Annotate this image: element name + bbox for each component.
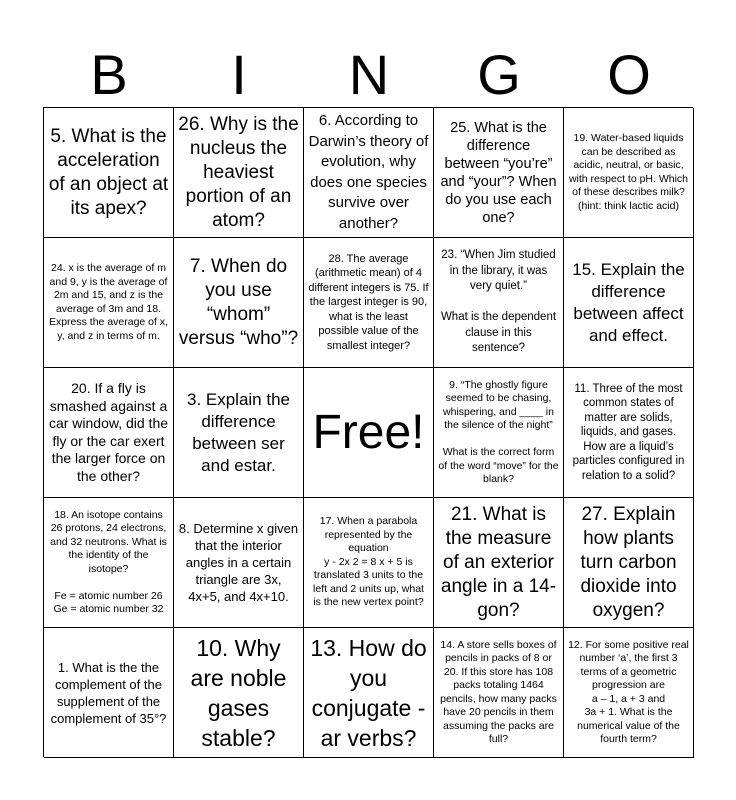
bingo-cell-r3c1[interactable] [44, 368, 174, 498]
bingo-cell-r2c2[interactable] [174, 238, 304, 368]
cell-text: 3. Explain the difference between ser and estar. [186, 389, 290, 475]
cell-text: 23. “When Jim studied in the library, it was very quiet.” What is the dependent clause in this sentence? [440, 249, 557, 355]
cell-text: 6. According to Darwin’s theory of evolution, why does one species survive over another? [308, 112, 429, 232]
bingo-cell-r1c3[interactable] [304, 108, 434, 238]
bingo-cell-r2c3[interactable] [304, 238, 434, 368]
cell-text: 19. Water-based liquids can be described as acidic, neutral, or basic, with respect to pH. Which of these describes milk? (hint: think lactic acid) [568, 132, 689, 212]
cell-text: 15. Explain the difference between affect and effect. [572, 259, 685, 345]
cell-text: 8. Determine x given that the interior angles in a certain triangle are 3x, 4x+5, and 4x+10. [178, 521, 299, 604]
cell-text: 14. A store sells boxes of pencils in packs of 8 or 20. If this store has 108 packs totaling 1464 pencils, how many packs have 20 pencils in them assuming the packs are full? [440, 638, 557, 745]
cell-text: 20. If a fly is smashed against a car window, did the fly or the car exert the larger force on the other? [48, 380, 169, 484]
bingo-cell-r5c5[interactable] [564, 628, 694, 758]
cell-text: 18. An isotope contains 26 protons, 24 electrons, and 32 neutrons. What is the identity of the isotope? Fe = atomic number 26 Ge = atomic number 32 [50, 508, 167, 615]
cell-text: 9. “The ghostly figure seemed to be chasing, whispering, and ____ in the silence of the night” What is the correct form of the word “move” for the blank? [438, 378, 559, 485]
bingo-cell-r5c1[interactable] [44, 628, 174, 758]
cell-text: 25. What is the difference between “you’re” and “your”? When do you use each one? [440, 119, 557, 226]
title-letter-b: B [90, 43, 128, 106]
bingo-cell-r4c2[interactable] [174, 498, 304, 628]
bingo-cell-r3c5[interactable] [564, 368, 694, 498]
title-letter-g: G [477, 43, 521, 106]
free-space: Free! [312, 405, 425, 459]
cell-text: 12. For some positive real number ‘a’, the first 3 terms of a geometric progression are a – 1, a + 3 and 3a + 1. What is the numerical value of the fourth term? [568, 638, 689, 745]
bingo-grid [43, 107, 693, 757]
bingo-cell-r4c1[interactable] [44, 498, 174, 628]
cell-text: 5. What is the acceleration of an object at its apex? [48, 125, 169, 219]
bingo-cell-r5c4[interactable] [434, 628, 564, 758]
cell-text: 1. What is the the complement of the supplement of the complement of 35°? [50, 659, 167, 726]
bingo-cell-r3c4[interactable] [434, 368, 564, 498]
cell-text: 10. Why are noble gases stable? [190, 634, 287, 751]
bingo-cell-r3c2[interactable] [174, 368, 304, 498]
cell-text: 17. When a parabola represented by the equation y - 2x 2 = 8 x + 5 is translated 3 units to the left and 2 units up, what is the new vertex point? [313, 515, 424, 609]
bingo-cell-r1c5[interactable] [564, 108, 694, 238]
cell-text: 7. When do you use “whom” versus “who”? [178, 255, 299, 349]
bingo-title [44, 40, 694, 110]
cell-text: 11. Three of the most common states of matter are solids, liquids, and gases. How are a liquid’s particles configured in relation to a solid? [572, 382, 685, 482]
bingo-cell-r5c2[interactable] [174, 628, 304, 758]
bingo-cell-r1c2[interactable] [174, 108, 304, 238]
cell-text: 26. Why is the nucleus the heaviest portion of an atom? [178, 113, 299, 231]
bingo-cell-r2c4[interactable] [434, 238, 564, 368]
title-letter-i: I [231, 43, 247, 106]
bingo-cell-r4c3[interactable] [304, 498, 434, 628]
bingo-cell-r4c5[interactable] [564, 498, 694, 628]
bingo-cell-r2c5[interactable] [564, 238, 694, 368]
bingo-cell-r1c1[interactable] [44, 108, 174, 238]
cell-text: 28. The average (arithmetic mean) of 4 different integers is 75. If the largest integer is 90, what is the least possible value of the smallest integer? [308, 252, 429, 352]
cell-text: 27. Explain how plants turn carbon dioxide into oxygen? [580, 503, 677, 621]
cell-text: 21. What is the measure of an exterior angle in a 14-gon? [440, 503, 557, 621]
title-letter-n: N [348, 43, 390, 106]
bingo-cell-r4c4[interactable] [434, 498, 564, 628]
bingo-cell-r5c3[interactable] [304, 628, 434, 758]
cell-text: 24. x is the average of m and 9, y is the average of 2m and 15, and z is the average of 3m and 18. Express the average of x, y, and z in terms of m. [48, 262, 169, 342]
bingo-cell-r3c3[interactable] [304, 368, 434, 498]
bingo-cell-r2c1[interactable] [44, 238, 174, 368]
title-letter-o: O [607, 43, 651, 106]
bingo-cell-r1c4[interactable] [434, 108, 564, 238]
cell-text: 13. How do you conjugate -ar verbs? [310, 634, 427, 751]
